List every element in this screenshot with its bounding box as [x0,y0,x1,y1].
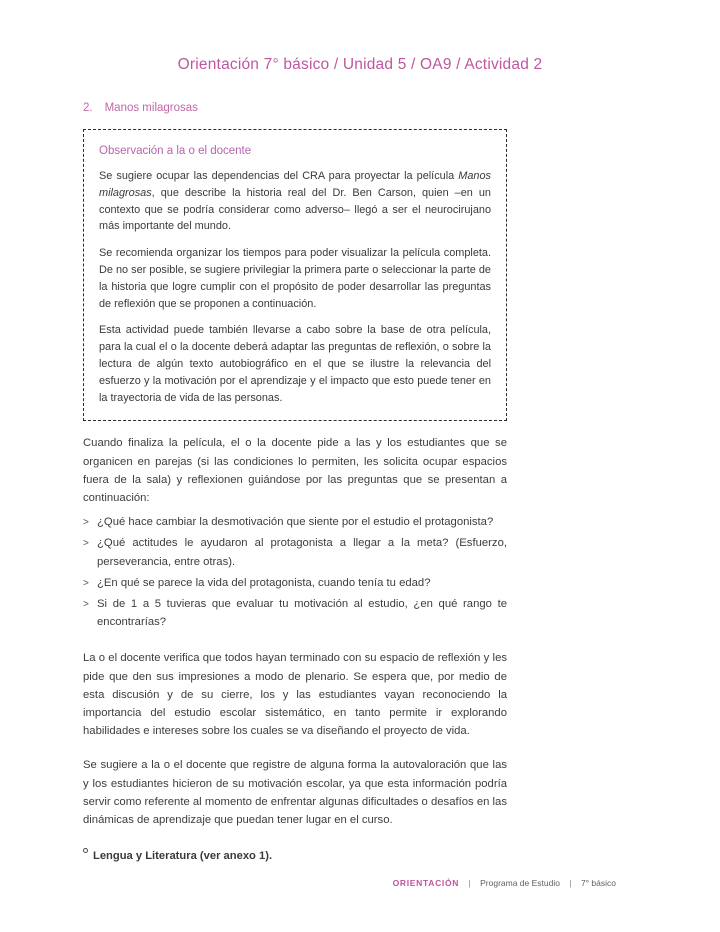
section-title [83,102,507,114]
note-paragraph-2: Se recomienda organizar los tiempos para poder visualizar la película completa. De no ser posible, se sugiere privilegiar la primera parte o seleccionar la parte de la historia que logre cumplir con el propósito de poder desarrollar las preguntas de reflexión que se proponen a continuación. [99,247,491,310]
plenary-paragraph: La o el docente verifica que todos hayan terminado con su espacio de reflexión y les pide que den sus impresiones a modo de plenario. Se espera que, por medio de esta discusión y de su cierre, los y las estudiantes vayan reconociendo la importancia del estudio escolar sistemático, en tanto permite ir explorando habilidades e intereses sobre los cuales se va diseñando el proyecto de vida. [83,652,507,738]
question-text: ¿Qué hace cambiar la desmotivación que siente por el estudio el protagonista? [97,516,494,529]
note-paragraph-3: Esta actividad puede también llevarse a cabo sobre la base de otra película, para la cual el o la docente deberá adaptar las preguntas de reflexión, o sobre la lectura de algún texto autobiográfico en el que se ilustre la relevancia del esfuerzo y la motivación por el aprendizaje y el impacto que esto puede tener en la trayectoria de vida de las personas. [99,324,491,404]
film-title: Manos milagrosas [99,170,491,199]
note-p1-text-before: Se sugiere ocupar las dependencias del CRA para proyectar la película [99,170,459,182]
footnote-text: Lengua y Literatura (ver anexo 1). [93,850,273,863]
chevron-bullet-icon: > [83,598,89,610]
list-item [83,513,507,531]
page-title: Orientación 7° básico / Unidad 5 / OA9 / Actividad 2 [177,56,543,73]
question-text: Si de 1 a 5 tuvieras que evaluar tu motivación al estudio, ¿en qué rango te encontrarías? [97,597,507,629]
footer-separator: | [569,878,572,888]
note-heading: Observación a la o el docente [99,145,252,157]
question-text: ¿En qué se parece la vida del protagonista, cuando tenía tu edad? [97,576,431,589]
annex-reference-icon [83,848,88,853]
page-footer [393,878,616,888]
page-content [83,102,507,862]
chevron-bullet-icon: > [83,577,89,589]
footer-program: Programa de Estudio [480,878,560,888]
chevron-bullet-icon: > [83,517,89,529]
list-item [83,595,507,631]
section-number: 2. [83,102,93,114]
note-paragraph-1 [99,168,491,235]
footer-grade: 7° básico [580,878,616,888]
chevron-bullet-icon: > [83,538,89,550]
intro-paragraph: Cuando finaliza la película, el o la docente pide a las y los estudiantes que se organicen en parejas (si las condiciones lo permiten, les solicita ocupar espacios fuera de la sala) y reflexionen guiándose por las preguntas que se presentan a continuación: [83,437,507,504]
list-item [83,534,507,570]
footer-subject: ORIENTACIÓN [392,878,460,888]
question-text: ¿Qué actitudes le ayudaron al protagonista a llegar a la meta? (Esfuerzo, perseverancia, entre otras). [97,537,507,568]
section-name: Manos milagrosas [104,102,198,114]
note-p1-text-after: , que describe la historia real del Dr. Ben Carson, quien –en un contexto que se podría considerar como adverso– llegó a ser el neurocirujano más importante del mundo. [99,186,491,233]
footer-separator: | [468,878,471,888]
question-list [83,513,507,631]
register-paragraph: Se sugiere a la o el docente que registre de alguna forma la autovaloración que las y los estudiantes hicieron de su motivación escolar, ya que esta información podría servir como referente al momento de enfrentar algunas dificultades o desafíos en las dinámicas de aprendizaje que puedan tener lugar en el curso. [83,759,507,827]
footnote-line [83,848,507,862]
teacher-note-box [83,129,507,421]
list-item [83,574,507,592]
